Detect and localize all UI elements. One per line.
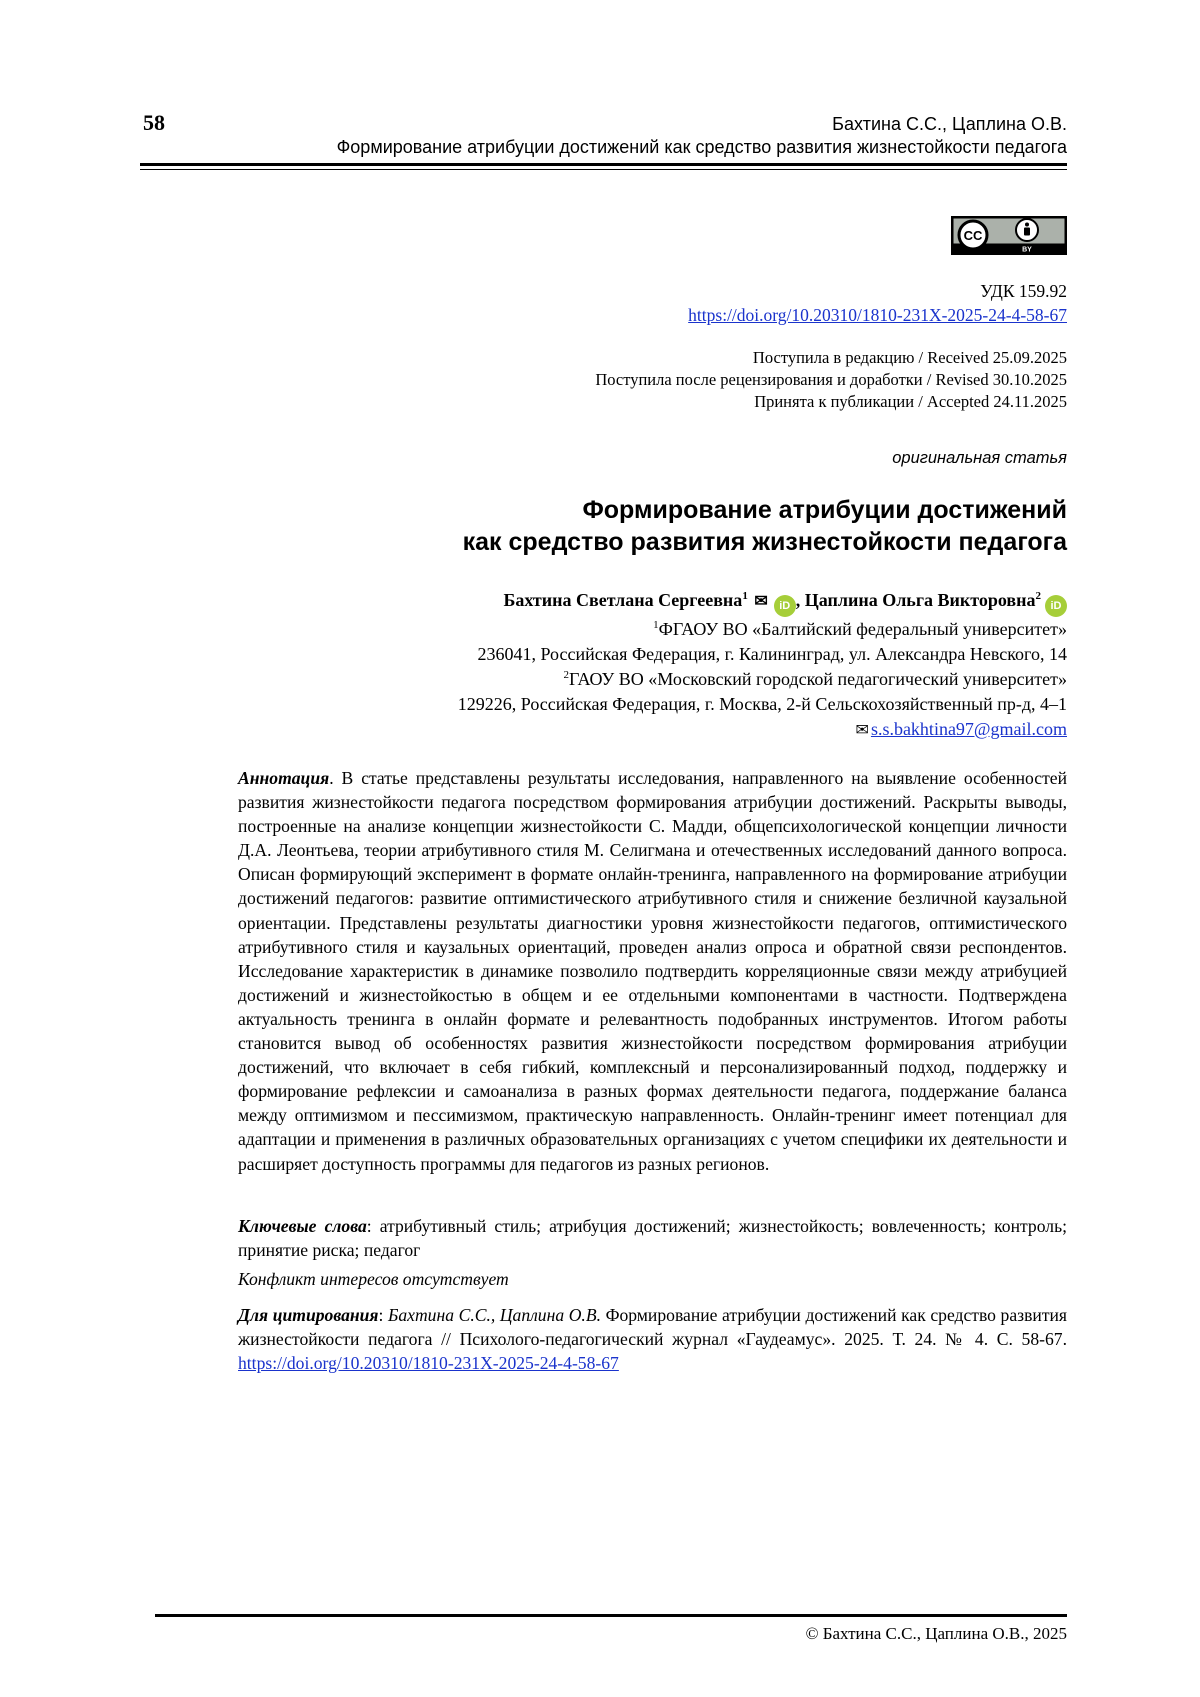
- udk-code: УДК 159.92: [980, 281, 1067, 301]
- accepted-date: Принята к публикации / Accepted 24.11.2025: [754, 392, 1067, 411]
- author-1-name: Бахтина Светлана Сергеевна: [503, 590, 743, 610]
- keywords: [238, 1214, 1067, 1262]
- running-authors: Бахтина С.С., Цаплина О.В.: [832, 114, 1067, 134]
- affiliation-1-address: 236041, Российская Федерация, г. Калининград, ул. Александра Невского, 14: [477, 644, 1067, 664]
- running-title: Формирование атрибуции достижений как средство развития жизнестойкости педагога: [336, 137, 1067, 157]
- article-title: [463, 494, 1067, 558]
- orcid-icon[interactable]: iD: [774, 595, 796, 617]
- footer-rule: [155, 1614, 1067, 1617]
- article-title-line-2: как средство развития жизнестойкости педагога: [462, 528, 1067, 556]
- cc-label: CC: [963, 228, 983, 243]
- abstract-label: Аннотация: [238, 768, 330, 788]
- cc-by-icon: [951, 216, 1067, 255]
- author-2-sup: 2: [1035, 590, 1041, 602]
- udk-block: [688, 279, 1067, 327]
- page-number: 58: [143, 110, 165, 135]
- keywords-text: : атрибутивный стиль; атрибуция достижений; жизнестойкость; вовлеченность; контроль; принятие риска; педагог: [238, 1216, 1067, 1261]
- article-title-line-1: Формирование атрибуции достижений: [582, 496, 1067, 524]
- abstract-text: . В статье представлены результаты исследования, направленного на выявление особенностей развития жизнестойкости педагога посредством формирования атрибуции достижений. Раскрыты выводы, построенные на анализе концепции жизнестойкости С. Мадди, общепсихологической концепции личности Д.А. Леонтьева, теории атрибутивного стиля М. Селигмана и отечественных исследований данного вопроса. Описан формирующий эксперимент в формате онлайн-тренинга, направленного на формирование атрибуции достижений педагогов: развитие оптимистического атрибутивного стиля и снижение безличной каузальной ориентации. Представлены результаты диагностики уровня жизнестойкости педагогов, оптимистического атрибутивного стиля и каузальных ориентаций, проведен анализ опроса и обратной связи респондентов. Исследование характеристик в динамике позволило подтвердить корреляционные связи между атрибуцией достижений и жизнестойкостью в общем и ее отдельными компонентами в частности. Подтверждена актуальность тренинга в онлайн формате и релевантность подобранных инструментов. Итогом работы становится вывод об особенностях развития жизнестойкости посредством формирования атрибуции достижений, что включает в себя гибкий, комплексный и персонализированный подход, поддержку и формирование рефлексии и самоанализа в разных формах деятельности педагога, поддержание баланса между оптимизмом и пессимизмом, практическую направленность. Онлайн-тренинг имеет потенциал для адаптации и применения в различных образовательных организациях с учетом специфики их деятельности и расширяет доступность программы для педагогов из разных регионов.: [238, 768, 1067, 1174]
- citation-colon: :: [378, 1305, 388, 1325]
- cc-by-license-badge[interactable]: [951, 216, 1067, 255]
- authors-line: [503, 588, 1067, 617]
- author-separator: ,: [795, 590, 801, 610]
- conflict-of-interest: Конфликт интересов отсутствует: [238, 1269, 509, 1289]
- email-link[interactable]: s.s.bakhtina97@gmail.com: [870, 719, 1067, 739]
- header-rule-thin: [140, 169, 1067, 170]
- affiliation-2-address: 129226, Российская Федерация, г. Москва, 2-й Сельскохозяйственный пр-д, 4–1: [457, 694, 1067, 714]
- article-type: оригинальная статья: [892, 449, 1067, 467]
- header-rule: [140, 163, 1067, 166]
- affiliation-1-sup: 1: [653, 619, 659, 631]
- citation-doi-link[interactable]: https://doi.org/10.20310/1810-231X-2025-24-4-58-67: [238, 1353, 619, 1374]
- orcid-icon[interactable]: iD: [1045, 595, 1067, 617]
- affiliations-block: [458, 617, 1067, 743]
- citation-text: Формирование атрибуции достижений как средство развития жизнестойкости педагога // Психолого-педагогический журнал «Гаудеамус». 2025. Т. 24. № 4. С. 58-67.: [238, 1305, 1068, 1350]
- footer-copyright: © Бахтина С.С., Цаплина О.В., 2025: [805, 1624, 1067, 1643]
- by-label: BY: [1022, 246, 1032, 254]
- abstract: [238, 766, 1067, 1176]
- doi-link[interactable]: https://doi.org/10.20310/1810-231X-2025-24-4-58-67: [688, 305, 1067, 325]
- citation-authors: Бахтина С.С., Цаплина О.В.: [387, 1305, 601, 1325]
- dates-block: [595, 347, 1067, 413]
- citation-label: Для цитирования: [238, 1305, 379, 1325]
- keywords-label: Ключевые слова: [238, 1216, 367, 1236]
- revised-date: Поступила после рецензирования и доработки / Revised 30.10.2025: [595, 370, 1067, 389]
- affiliation-2-sup: 2: [563, 669, 569, 681]
- affiliation-1: ФГАОУ ВО «Балтийский федеральный университет»: [658, 619, 1067, 639]
- received-date: Поступила в редакцию / Received 25.09.2025: [752, 348, 1067, 367]
- email-envelope-icon: ✉: [855, 722, 869, 739]
- envelope-icon: ✉: [754, 593, 768, 610]
- affiliation-2: ГАОУ ВО «Московский городской педагогический университет»: [569, 669, 1067, 689]
- author-1-sup: 1: [742, 590, 748, 602]
- citation: [238, 1303, 1067, 1375]
- author-2-name: Цаплина Ольга Викторовна: [804, 590, 1036, 610]
